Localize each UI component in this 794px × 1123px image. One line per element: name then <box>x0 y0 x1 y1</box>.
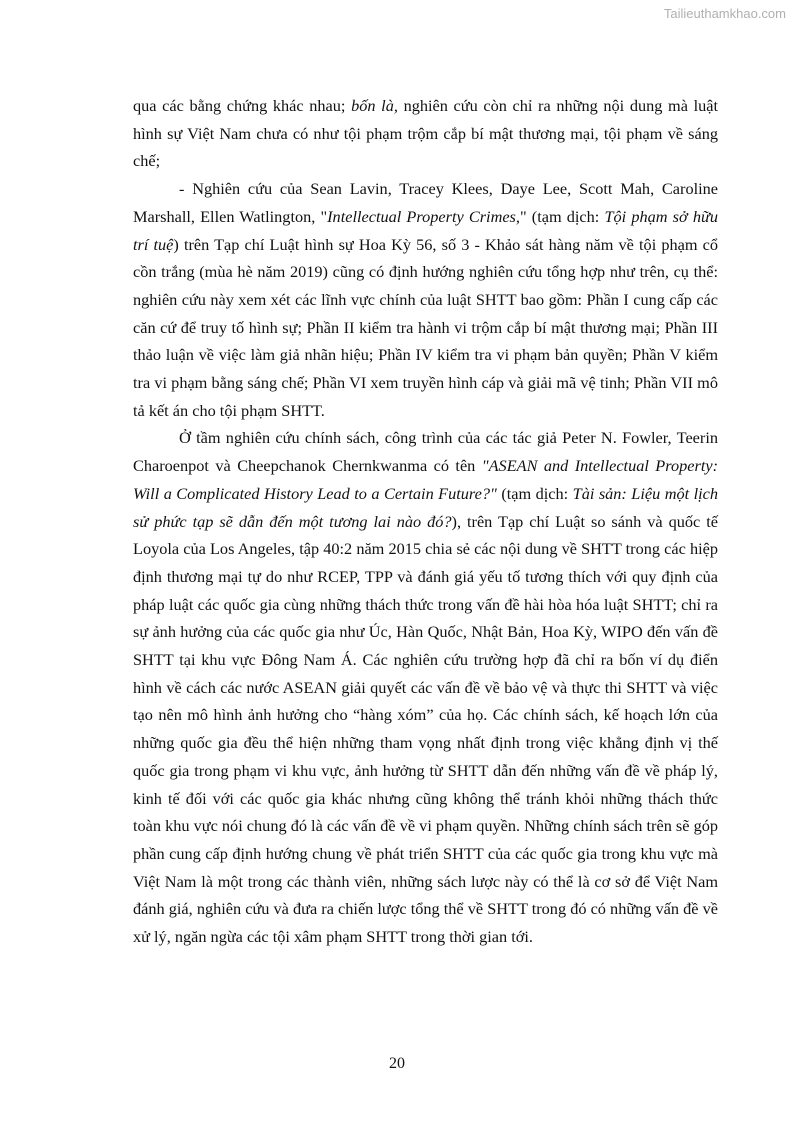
italic-text-run: Tài sản: Liệu một lịch sử phức tạp sẽ dẫn đến một tương lai nào đó? <box>133 483 718 531</box>
paragraph-3 <box>133 424 718 950</box>
italic-text-run: "ASEAN and Intellectual Property: Will a Complicated History Lead to a Certain Future?" <box>133 456 719 503</box>
watermark-text: Tailieuthamkhao.com <box>663 6 786 21</box>
text-run: - Nghiên cứu của Sean Lavin, Tracey Klees, Daye Lee, Scott Mah, Caroline Marshall, Ellen Watlington, " <box>133 179 718 226</box>
text-run: ), trên Tạp chí Luật so sánh và quốc tế Loyola của Los Angeles, tập 40:2 năm 2015 chia sẻ các nội dung về SHTT trong các hiệp định thương mại tự do như RCEP, TPP và đánh giá yếu tố tương thích với quy định của pháp luật các quốc gia cùng những thách thức trong vấn đề hài hòa hóa luật SHTT; chỉ ra sự ảnh hưởng của các quốc gia như Úc, Hàn Quốc, Nhật Bản, Hoa Kỳ, WIPO đến vấn đề SHTT tại khu vực Đông Nam Á. Các nghiên cứu trường hợp đã chỉ ra bốn ví dụ điển hình về cách các nước ASEAN giải quyết các vấn đề về bảo vệ và thực thi SHTT và việc tạo nên mô hình ảnh hưởng cho “hàng xóm” của họ. Các chính sách, kế hoạch lớn của những quốc gia đều thể hiện những tham vọng nhất định trong việc khẳng định vị thế quốc gia trong phạm vi khu vực, ảnh hưởng từ SHTT dẫn đến những vấn đề về pháp lý, kinh tế đối với các quốc gia khác nhưng cũng không thể tránh khỏi những thách thức toàn khu vực nói chung đó là các vấn đề về vi phạm quyền. Những chính sách trên sẽ góp phần cung cấp định hướng chung về phát triển SHTT của các quốc gia trong khu vực mà Việt Nam là một trong các thành viên, những sách lược này có thể là cơ sở để Việt Nam đánh giá, nghiên cứu và đưa ra chiến lược tổng thể về SHTT trong đó có những vấn đề về xử lý, ngăn ngừa các tội xâm phạm SHTT trong thời gian tới. <box>133 511 718 947</box>
text-run: Ở tầm nghiên cứu chính sách, công trình của các tác giả Peter N. Fowler, Teerin Charoenpot và Cheepchanok Chernkwanma có tên <box>133 428 718 476</box>
text-run: (tạm dịch: <box>496 483 573 503</box>
text-run: ," (tạm dịch: <box>515 206 605 226</box>
paragraph-1 <box>133 92 718 175</box>
italic-text-run: bốn là, <box>351 96 398 115</box>
text-run: qua các bằng chứng khác nhau; <box>133 96 352 115</box>
italic-text-run: Tội phạm sở hữu trí tuệ <box>133 206 719 254</box>
paragraph-2 <box>133 175 718 424</box>
italic-text-run: Intellectual Property Crimes <box>327 206 516 226</box>
text-run: nghiên cứu còn chỉ ra những nội dung mà luật hình sự Việt Nam chưa có như tội phạm trộm cắp bí mật thương mại, tội phạm về sáng chế; <box>133 96 719 171</box>
document-body <box>133 92 718 951</box>
text-run: ) trên Tạp chí Luật hình sự Hoa Kỳ 56, số 3 - Khảo sát hàng năm về tội phạm cổ cồn trắng (mùa hè năm 2019) cũng có định hướng nghiên cứu tổng hợp như trên, cụ thể: nghiên cứu này xem xét các lĩnh vực chính của luật SHTT bao gồm: Phần I cung cấp các căn cứ để truy tố hình sự; Phần II kiểm tra hành vi trộm cắp bí mật thương mại; Phần III thảo luận về việc làm giả nhãn hiệu; Phần IV kiểm tra vi phạm bản quyền; Phần V kiểm tra vi phạm bằng sáng chế; Phần VI xem truyền hình cáp và giải mã vệ tinh; Phần VII mô tả kết án cho tội phạm SHTT. <box>133 234 719 420</box>
page-number: 20 <box>389 1055 405 1072</box>
